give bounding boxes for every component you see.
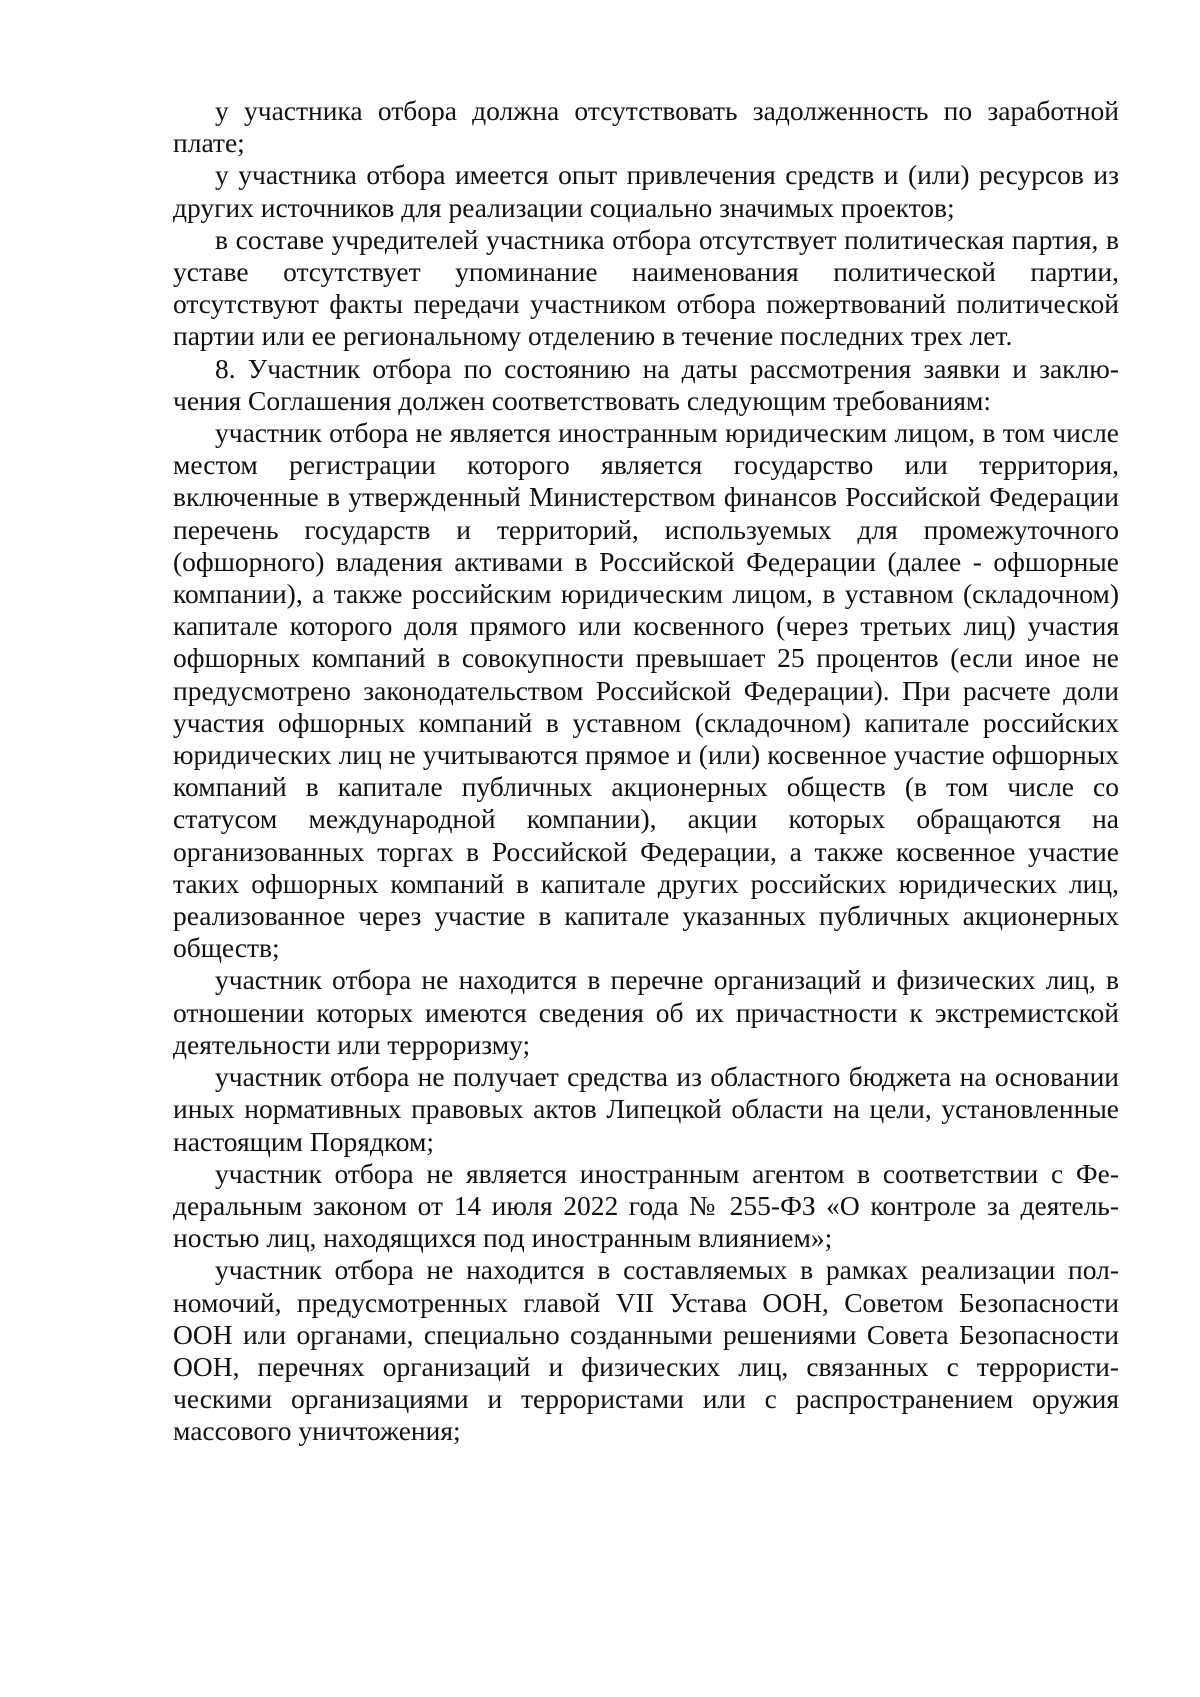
paragraph-foreign-agent: участник отбора не является иностранным агентом в соответствии с Федеральным законом от 14 июля 2022 года № 255-ФЗ «О контроле за деятельностью лиц, находящихся под иностранным влиянием»;	[173, 1157, 1119, 1254]
paragraph-wage-arrears: у участника отбора должна отсутствовать задолженность по заработной плате;	[173, 95, 1119, 159]
paragraph-offshore-companies: участник отбора не является иностранным юридическим лицом, в том числе местом регистрации которого является государство или территория, включенные в утвержденный Министерством финансов Российской Федерации перечень государств и территорий, используемых для промежуточного (офшорного) владения активами в Российской Федерации (далее - офшорные компании), а также российским юридическим лицом, в уставном (складочном) капитале которого доля прямого или косвенного (через третьих лиц) участия офшорных компаний в совокупности превышает 25 процентов (если иное не предусмотрено законодательством Российской Федерации). При расчете доли участия офшорных компаний в уставном (складочном) капитале российских юридических лиц не учитываются прямое и (или) косвенное участие офшорных компаний в капитале публичных акционерных обществ (в том числе со статусом международной компании), акции которых обращаются на организованных торгах в Российской Федерации, а также косвенное участие таких офшорных компаний в капитале других российских юридических лиц, реализованное через участие в капитале указанных публичных акционерных обществ;	[173, 417, 1119, 964]
paragraph-funding-experience: у участника отбора имеется опыт привлечения средств и (или) ресурсов из других источников для реализации социально значимых проектов;	[173, 159, 1119, 223]
paragraph-political-party: в составе учредителей участника отбора отсутствует политическая партия, в уставе отсутствует упоминание наименования политической партии, отсутствуют факты передачи участником отбора пожертвований политической партии или ее региональному отделению в течение последних трех лет.	[173, 223, 1119, 352]
document-page	[173, 95, 1119, 1448]
paragraph-extremism-list: участник отбора не находится в перечне организаций и физических лиц, в отношении которых имеются сведения об их причастности к экстремистской деятельности или терроризму;	[173, 964, 1119, 1060]
paragraph-item-8: 8. Участник отбора по состоянию на даты рассмотрения заявки и заключения Соглашения должен соответствовать следующим требованиям:	[173, 352, 1119, 416]
paragraph-un-sanctions: участник отбора не находится в составляемых в рамках реализации полномочий, предусмотренных главой VII Устава ООН, Советом Безопасности ООН или органами, специально созданными решениями Совета Безопасности ООН, перечнях организаций и физических лиц, связанных с террористическими организациями и террористами или с распространением оружия массового уничтожения;	[173, 1254, 1119, 1447]
paragraph-regional-budget: участник отбора не получает средства из областного бюджета на основании иных нормативных правовых актов Липецкой области на цели, установленные настоящим Порядком;	[173, 1061, 1119, 1157]
